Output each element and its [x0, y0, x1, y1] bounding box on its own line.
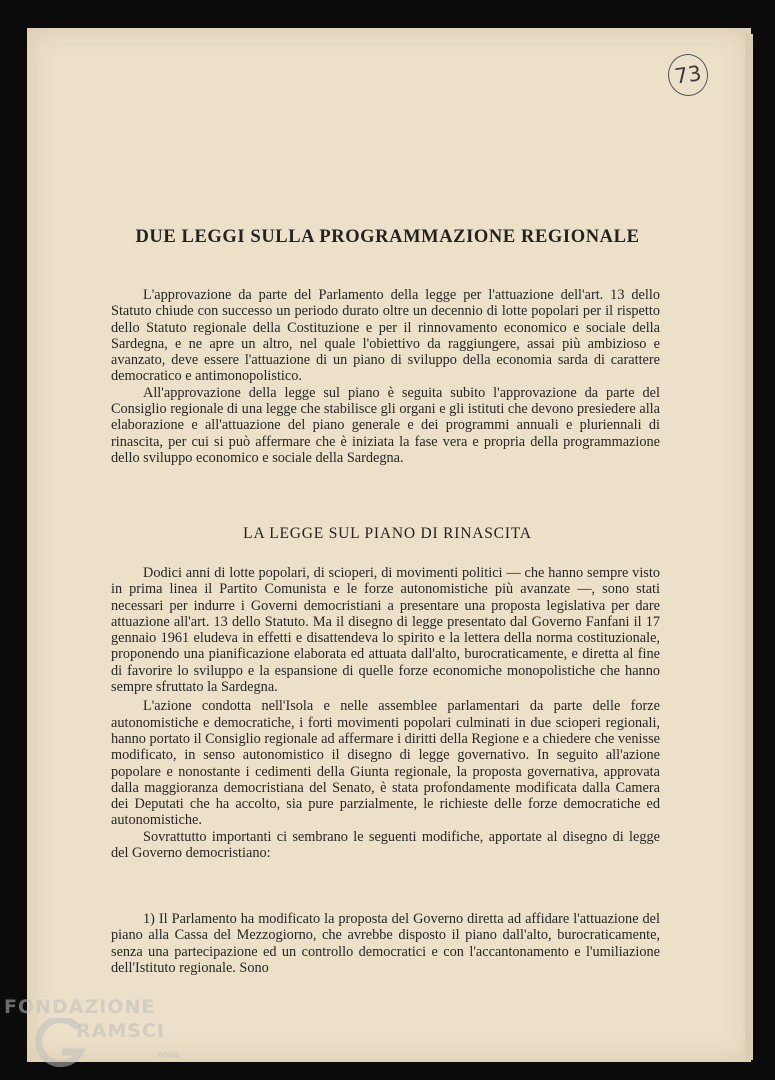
- watermark-line1: FONDAZIONE: [4, 996, 156, 1018]
- paragraph: L'azione condotta nell'Isola e nelle assemblee parlamentari da parte delle forze autonomistiche e democratiche, i forti movimenti popolari culminati in due scioperi regionali, hanno portato il Consiglio regionale ad affermare i diritti della Regione e a chiedere che venisse modificato, in senso autonomistico il disegno di legge governativo. In seguito all'azione popolare e nonostante i cedimenti della Giunta regionale, la proposta governativa, approvata dalla maggioranza democristiana del Senato, è stata profondamente modificata dalla Camera dei Deputati che ha accolto, sia pure parzialmente, le richieste delle forze democratiche ed autonomistiche.: [111, 698, 660, 829]
- paragraph: Dodici anni di lotte popolari, di scioperi, di movimenti politici — che hanno sempre visto in prima linea il Partito Comunista e le forze autonomistiche più avanzate —, sono stati necessari per indurre i Governi democristiani a presentare una proposta legislativa per dare attuazione all'art. 13 dello Statuto. Ma il disegno di legge presentato dal Governo Fanfani il 17 gennaio 1961 eludeva in effetti e disattendeva lo spirito e la lettera della norma costituzionale, proponendo una pianificazione elaborata ed attuata dall'alto, burocraticamente, e diretta al fine di favorire lo sviluppo e la espansione di quelle forze economiche monopolistiche che hanno sempre sfruttato la Sardegna.: [111, 565, 660, 696]
- list-item: 1) Il Parlamento ha modificato la proposta del Governo diretta ad affidare l'attuazione del piano alla Cassa del Mezzogiorno, che avrebbe disposto il piano dall'alto, burocraticamente, senza una partecipazione ed un controllo democratici e con l'accantonamento e l'umiliazione dell'Istituto regionale. Sono: [111, 911, 660, 976]
- section-heading: LA LEGGE SUL PIANO DI RINASCITA: [243, 525, 532, 542]
- watermark-suffix: onlus: [158, 1050, 180, 1059]
- archive-watermark: [4, 996, 204, 1076]
- section-text: [111, 565, 660, 861]
- page-edge: [745, 34, 753, 1060]
- watermark-line2: RAMSCI: [76, 1020, 165, 1042]
- paragraph: All'approvazione della legge sul piano è seguita subito l'approvazione da parte del Consiglio regionale di una legge che stabilisce gli organi e gli istituti che devono presiedere alla elaborazione e all'attuazione del piano generale e dei programmi annuali e pluriennali di rinascita, per cui si può affermare che è iniziata la fase vera e propria della programmazione dello sviluppo economico e sociale della Sardegna.: [111, 384, 660, 466]
- page-number-folio: 73: [665, 51, 710, 98]
- paragraph: L'approvazione da parte del Parlamento della legge per l'attuazione dell'art. 13 dello Statuto chiude con successo un periodo durato oltre un decennio di lotte popolari per il rispetto dello Statuto regionale della Costituzione e per il rinnovamento economico e sociale della Sardegna, e ne apre un altro, nel quale l'obiettivo da raggiungere, assai più ambizioso e avanzato, deve essere l'attuazione di un piano di sviluppo della economia sarda di carattere democratico e antimonopolistico.: [111, 287, 660, 385]
- document-page: [27, 28, 751, 1062]
- paragraph: Sovrattutto importanti ci sembrano le seguenti modifiche, apportate al disegno di legge del Governo democristiano:: [111, 828, 660, 862]
- list-text: [111, 911, 660, 976]
- intro-text: [111, 287, 660, 466]
- document-title: DUE LEGGI SULLA PROGRAMMAZIONE REGIONALE: [135, 227, 640, 247]
